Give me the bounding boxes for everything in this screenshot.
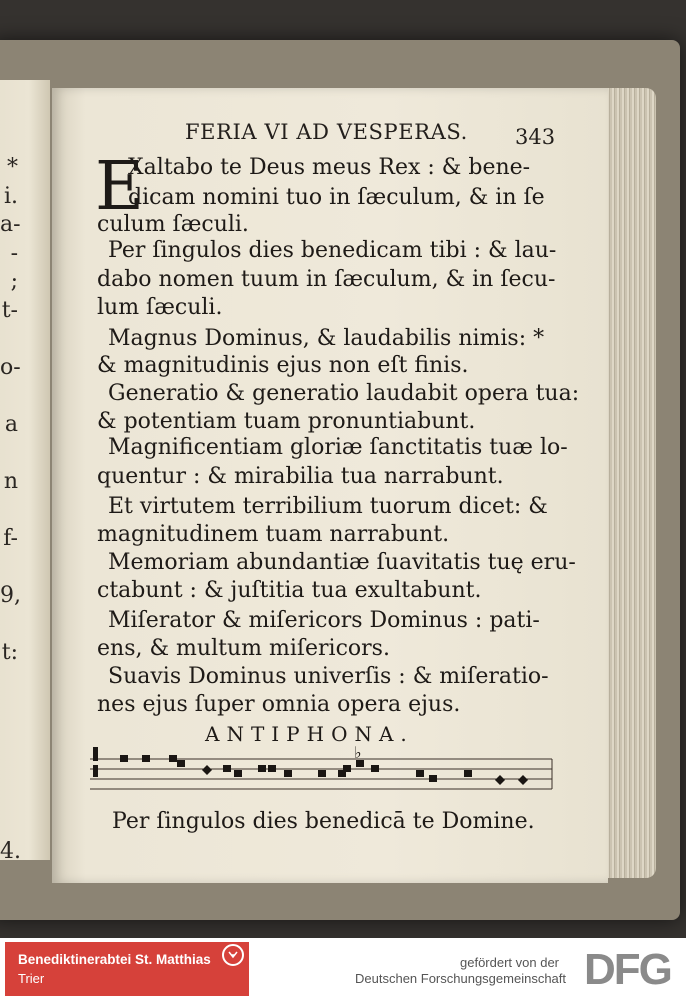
text-line: magnitudinem tuam narrabunt. <box>97 522 450 547</box>
chant-lyric: Per ſingulos dies benedicā te Domine. <box>112 809 535 834</box>
text-line: Generatio & generatio laudabit opera tua: <box>108 381 580 406</box>
margin-fragment: 4. <box>0 839 21 864</box>
margin-fragment: ; <box>10 269 18 294</box>
margin-fragment: t- <box>1 297 18 323</box>
margin-fragment: * <box>7 155 18 180</box>
page-number: 343 <box>515 125 556 149</box>
margin-fragment: a <box>4 411 18 437</box>
text-line: Miſerator & miſericors Dominus : pati- <box>108 608 540 633</box>
text-line: Et virtutem terribilium tuorum dicet: & <box>108 494 548 519</box>
svg-text:♭: ♭ <box>354 745 362 762</box>
funding-line-2: Deutschen Forschungsgemeinschaft <box>355 971 567 986</box>
abbey-seal-icon <box>222 944 244 966</box>
text-line: Xaltabo te Deus meus Rex : & bene- <box>128 155 531 180</box>
institution-name: Benediktinerabtei St. Matthias <box>18 952 211 967</box>
text-line: nes ejus ſuper omnia opera ejus. <box>97 692 461 717</box>
margin-fragment: - <box>10 240 18 266</box>
margin-fragment: n <box>3 468 18 494</box>
chant-staff <box>90 745 555 800</box>
text-line: quentur : & mirabilia tua narrabunt. <box>97 464 504 489</box>
text-line: & magnitudinis ejus non eſt finis. <box>97 353 469 378</box>
text-line: Per ſingulos dies benedicam tibi : & lau- <box>108 238 557 263</box>
antiphona-heading: ANTIPHONA. <box>205 722 414 746</box>
text-line: lum ſæculi. <box>97 295 223 320</box>
institution-city: Trier <box>18 971 45 986</box>
text-line: Suavis Dominus univerſis : & miſeratio- <box>108 664 549 689</box>
text-line: dabo nomen tuum in ſæculum, & in ſecu- <box>97 267 556 292</box>
text-line: ctabunt : & juſtitia tua exultabunt. <box>97 578 482 603</box>
margin-fragment: 9, <box>0 582 21 608</box>
text-line: Magnus Dominus, & laudabilis nimis: * <box>108 326 545 351</box>
text-line: dicam nomini tuo in ſæculum, & in ſe <box>128 185 545 210</box>
drop-capital: E <box>95 147 144 225</box>
text-line: Memoriam abundantiæ ſuavitatis tuę eru- <box>108 550 576 575</box>
text-line: & potentiam tuam pronuntiabunt. <box>97 409 476 434</box>
text-line: Magnificentiam gloriæ ſanctitatis tuæ lo- <box>108 435 568 460</box>
institution-banner[interactable] <box>5 942 249 996</box>
margin-fragment: f- <box>3 525 18 551</box>
margin-fragment: a- <box>0 212 21 237</box>
text-line: culum ſæculi. <box>97 212 249 237</box>
running-header: FERIA VI AD VESPERAS. <box>185 120 468 144</box>
margin-fragment: o- <box>0 354 21 380</box>
margin-fragment: t: <box>1 639 18 665</box>
dfg-logo[interactable]: DFG <box>584 945 671 994</box>
margin-fragment: i. <box>3 183 18 209</box>
funding-line-1: gefördert von der <box>460 955 560 970</box>
text-line: ens, & multum miſericors. <box>97 636 390 661</box>
